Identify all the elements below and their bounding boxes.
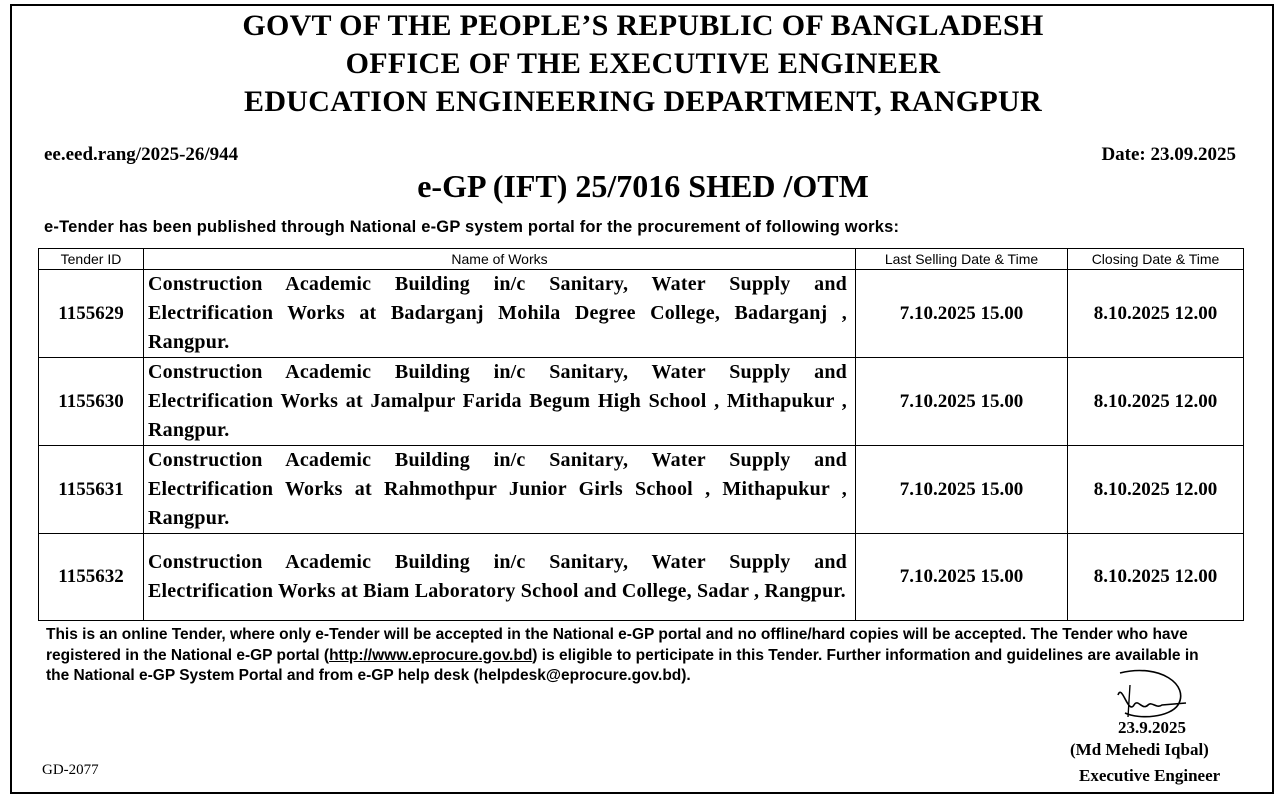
- tender-id-cell: 1155629: [39, 270, 144, 358]
- footer-text-2: ) is eligible to perticipate in this Tender. Further information and guidelines are available in the National e-GP System Portal and from e-GP help desk (helpdesk@eprocure.gov.bd).: [46, 646, 1199, 684]
- last-selling-cell: 7.10.2025 15.00: [856, 446, 1068, 534]
- last-selling-cell: 7.10.2025 15.00: [856, 534, 1068, 621]
- closing-cell: 8.10.2025 12.00: [1068, 446, 1244, 534]
- footer-notice: [46, 625, 1226, 687]
- last-selling-cell: 7.10.2025 15.00: [856, 358, 1068, 446]
- table-row: [39, 270, 1244, 358]
- header-department: EDUCATION ENGINEERING DEPARTMENT, RANGPUR: [244, 85, 1042, 118]
- signature-date: 23.9.2025: [1118, 718, 1186, 737]
- closing-cell: 8.10.2025 12.00: [1068, 534, 1244, 621]
- memo-number: ee.eed.rang/2025-26/944: [44, 144, 239, 165]
- signatory-title: Executive Engineer: [1079, 766, 1221, 785]
- header-govt: GOVT OF THE PEOPLE’S REPUBLIC OF BANGLADESH: [242, 9, 1044, 42]
- header-closing: Closing Date & Time: [1068, 249, 1244, 270]
- table-row: [39, 358, 1244, 446]
- tender-table: [38, 248, 1244, 621]
- document-code: GD-2077: [42, 762, 99, 778]
- header-name-of-works: Name of Works: [144, 249, 856, 270]
- table-header-row: [39, 249, 1244, 270]
- header-office: OFFICE OF THE EXECUTIVE ENGINEER: [345, 47, 941, 80]
- issue-date: Date: 23.09.2025: [1101, 144, 1236, 165]
- header-last-selling: Last Selling Date & Time: [856, 249, 1068, 270]
- work-name-cell: Construction Academic Building in/c Sanitary, Water Supply and Electrification Works at Jamalpur Farida Begum High School , Mithapukur , Rangpur.: [144, 358, 856, 446]
- last-selling-cell: 7.10.2025 15.00: [856, 270, 1068, 358]
- tender-subject: e-GP (IFT) 25/7016 SHED /OTM: [417, 168, 869, 204]
- work-name-cell: Construction Academic Building in/c Sanitary, Water Supply and Electrification Works at Rahmothpur Junior Girls School , Mithapukur , Rangpur.: [144, 446, 856, 534]
- closing-cell: 8.10.2025 12.00: [1068, 270, 1244, 358]
- footer-text-1: This is an online Tender, where only e-Tender will be accepted in the National e-GP portal and no offline/hard copies will be accepted. The Tender who have registered in the National e-GP portal (: [46, 626, 1188, 664]
- signatory-name: (Md Mehedi Iqbal): [1070, 740, 1209, 759]
- tender-id-cell: 1155632: [39, 534, 144, 621]
- closing-cell: 8.10.2025 12.00: [1068, 358, 1244, 446]
- table-row: [39, 534, 1244, 621]
- tender-id-cell: 1155630: [39, 358, 144, 446]
- work-name-cell: Construction Academic Building in/c Sanitary, Water Supply and Electrification Works at Badarganj Mohila Degree College, Badarganj , Rangpur.: [144, 270, 856, 358]
- eprocure-link[interactable]: http://www.eprocure.gov.bd: [329, 646, 533, 664]
- intro-text: e-Tender has been published through National e-GP system portal for the procurement of following works:: [44, 218, 900, 236]
- signature-mark: [1090, 665, 1200, 725]
- header-tender-id: Tender ID: [39, 249, 144, 270]
- work-name-cell: Construction Academic Building in/c Sanitary, Water Supply and Electrification Works at Biam Laboratory School and College, Sadar , Rangpur.: [144, 534, 856, 621]
- table-row: [39, 446, 1244, 534]
- tender-id-cell: 1155631: [39, 446, 144, 534]
